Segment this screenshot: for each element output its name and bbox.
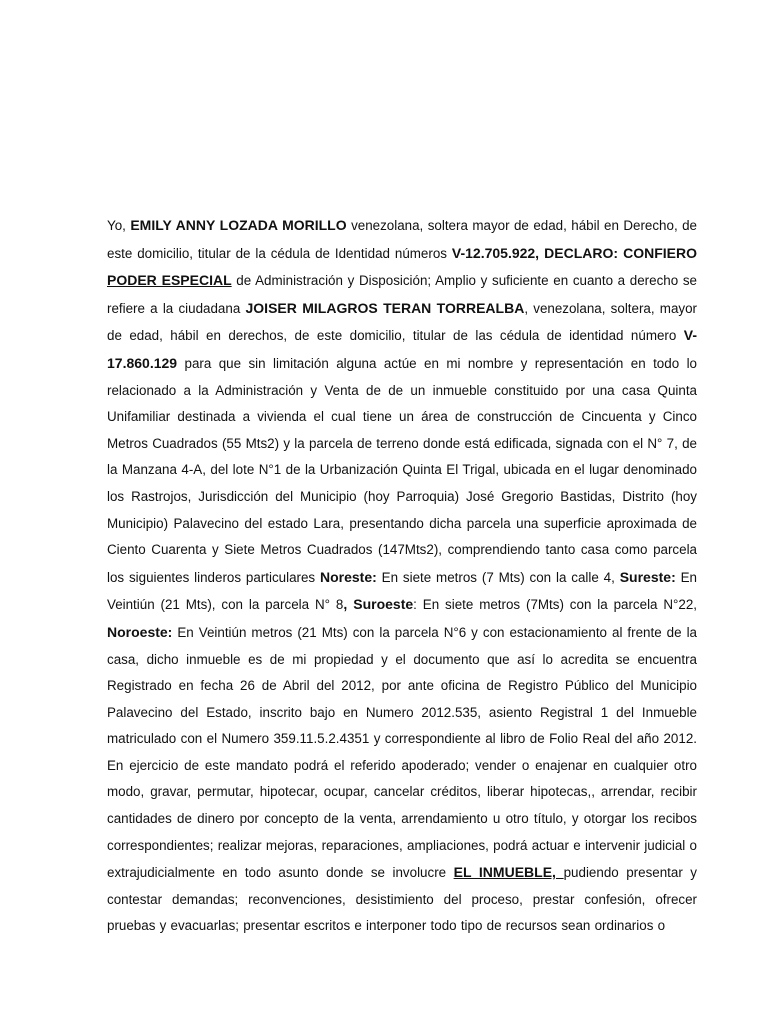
emphasized-text: V-12.705.922, DECLARO: CONFIERO	[451, 244, 697, 261]
emphasized-text: Sureste:	[619, 568, 676, 585]
text-run: pudiendo presentar y contestar demandas; reconvenciones, desistimiento del proceso, prestar confesión, ofrecer pruebas y evacuarlas; presentar escritos e interponer todo tipo de recursos sean ordinarios o	[107, 865, 697, 934]
text-run: En siete metros (7 Mts) con la calle 4,	[376, 569, 620, 585]
text-run: Yo,	[107, 218, 131, 233]
emphasized-text: , Suroeste	[343, 596, 414, 613]
emphasized-text: Noroeste:	[107, 623, 173, 640]
text-run: : En siete metros (7Mts) con la parcela N°22,	[413, 597, 698, 613]
emphasized-text: EMILY ANNY LOZADA MORILLO	[130, 217, 347, 233]
text-run: para que sin limitación alguna actúe en mi nombre y representación en todo lo relacionado a la Administración y Venta de de un inmueble constituido por una casa Quinta Unifamiliar destinada a vivienda el cual tiene un área de construcción de Cincuenta y Cinco Metros Cuadrados (55 Mts2) y la parcela de terreno donde está edificada, signada con el N° 7, de la Manzana 4-A, del lote N°1 de la Urbanización Quinta El Trigal, ubicada en el lugar denominado los Rastrojos, Jurisdicción del Municipio (hoy Parroquia) José Gregorio Bastidas, Distrito (hoy Municipio) Palavecino del estado Lara, presentando dicha parcela una superficie aproximada de Ciento Cuarenta y Siete Metros Cuadrados (147Mts2), comprendiendo tanto casa como parcela los siguientes linderos particulares	[107, 355, 697, 585]
emphasized-text: EL INMUEBLE,	[453, 864, 564, 881]
text-run: , venezolana, soltera, mayor de edad, hábil en derechos, de este domicilio, titular de las cédula de identidad número	[107, 300, 698, 344]
emphasized-text: PODER ESPECIAL	[107, 272, 232, 289]
emphasized-text: V-17.860.129	[107, 327, 697, 371]
document-body	[107, 212, 697, 940]
emphasized-text: Noreste:	[320, 568, 377, 585]
text-run: En Veintiún (21 Mts), con la parcela N° 8	[107, 569, 697, 613]
text-run: venezolana, soltera mayor de edad, hábil en Derecho, de este domicilio, titular de la cédula de Identidad números	[107, 218, 697, 261]
text-run: de Administración y Disposición; Amplio y suficiente en cuanto a derecho se refiere a la ciudadana	[107, 273, 697, 316]
emphasized-text: JOISER MILAGROS TERAN TORREALBA	[245, 299, 525, 316]
text-run: En Veintiún metros (21 Mts) con la parcela N°6 y con estacionamiento al frente de la casa, dicho inmueble es de mi propiedad y el documento que así lo acredita se encuentra Registrado en fecha 26 de Abril del 2012, por ante oficina de Registro Público del Municipio Palavecino del Estado, inscrito bajo en Numero 2012.535, asiento Registral 1 del Inmueble matriculado con el Numero 359.11.5.2.4351 y correspondiente al libro de Folio Real del año 2012. En ejercicio de este mandato podrá el referido apoderado; vender o enajenar en cualquier otro modo, gravar, permutar, hipotecar, ocupar, cancelar créditos, liberar hipotecas,, arrendar, recibir cantidades de dinero por concepto de la venta, arrendamiento u otro título, y otorgar los recibos correspondientes; realizar mejoras, reparaciones, ampliaciones, podrá actuar e intervenir judicial o extrajudicialmente en todo asunto donde se involucre	[107, 624, 697, 881]
